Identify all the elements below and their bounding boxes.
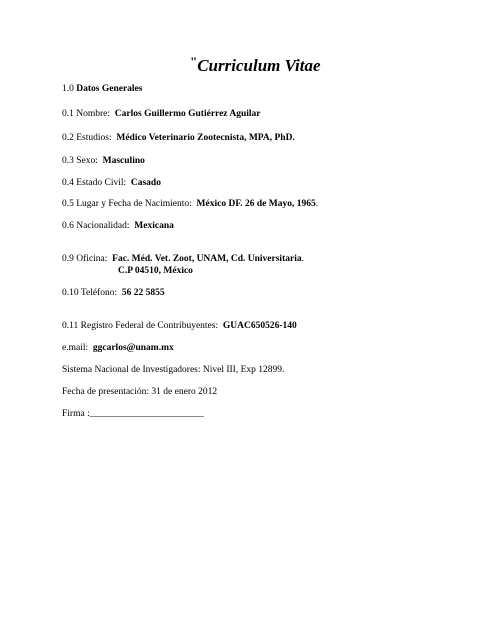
firma-line: Firma :________________________ [62, 409, 204, 419]
sni-line: Sistema Nacional de Investigadores: Nivel III, Exp 12899. [62, 365, 285, 375]
field-nacionalidad [62, 220, 174, 232]
title-text: Curriculum Vitae [197, 56, 321, 75]
field-label: 0.2 Estudios: [62, 133, 112, 143]
field-suffix: . [301, 254, 304, 264]
field-value: 56 22 5855 [121, 288, 165, 298]
field-estado-civil [62, 177, 161, 189]
field-oficina-cp [118, 265, 193, 277]
field-label: e.mail: [62, 343, 89, 353]
section-label: Datos Generales [76, 84, 143, 94]
field-label: 0.6 Nacionalidad: [62, 221, 130, 231]
section-number: 1.0 [62, 84, 74, 94]
field-label: 0.10 Teléfono: [62, 288, 118, 298]
field-label: 0.5 Lugar y Fecha de Nacimiento: [62, 199, 192, 209]
field-oficina [62, 253, 304, 265]
field-value: Carlos Guillermo Gutiérrez Aguilar [114, 109, 261, 119]
field-value: ggcarlos@unam.mx [92, 343, 174, 353]
field-value: México DF. 26 de Mayo, 1965 [196, 199, 316, 209]
field-email [62, 342, 174, 354]
title-quote-mark: " [190, 54, 198, 69]
field-value: GUAC650526-140 [222, 321, 297, 331]
field-nacimiento [62, 198, 318, 210]
field-value: C.P 04510, México [118, 266, 193, 276]
fecha-presentacion: Fecha de presentación: 31 de enero 2012 [62, 387, 218, 397]
field-nombre [62, 108, 261, 120]
field-suffix: . [315, 199, 319, 209]
field-sexo [62, 155, 145, 167]
field-value: Fac. Méd. Vet. Zoot, UNAM, Cd. Universitaria [112, 254, 302, 264]
field-telefono [62, 287, 165, 299]
field-rfc [62, 320, 297, 332]
field-label: 0.9 Oficina: [62, 254, 108, 264]
document-title [190, 54, 321, 76]
field-label: 0.11 Registro Federal de Contribuyentes: [62, 321, 219, 331]
field-value: Médico Veterinario Zootecnista, MPA, PhD. [116, 133, 295, 143]
field-value: Mexicana [134, 221, 174, 231]
field-label: 0.3 Sexo: [62, 156, 98, 166]
field-label: 0.4 Estado Civil: [62, 178, 127, 188]
field-value: Masculino [102, 156, 145, 166]
field-estudios [62, 132, 295, 144]
field-label: 0.1 Nombre: [62, 109, 111, 119]
section-heading [62, 83, 142, 95]
field-value: Casado [130, 178, 161, 188]
